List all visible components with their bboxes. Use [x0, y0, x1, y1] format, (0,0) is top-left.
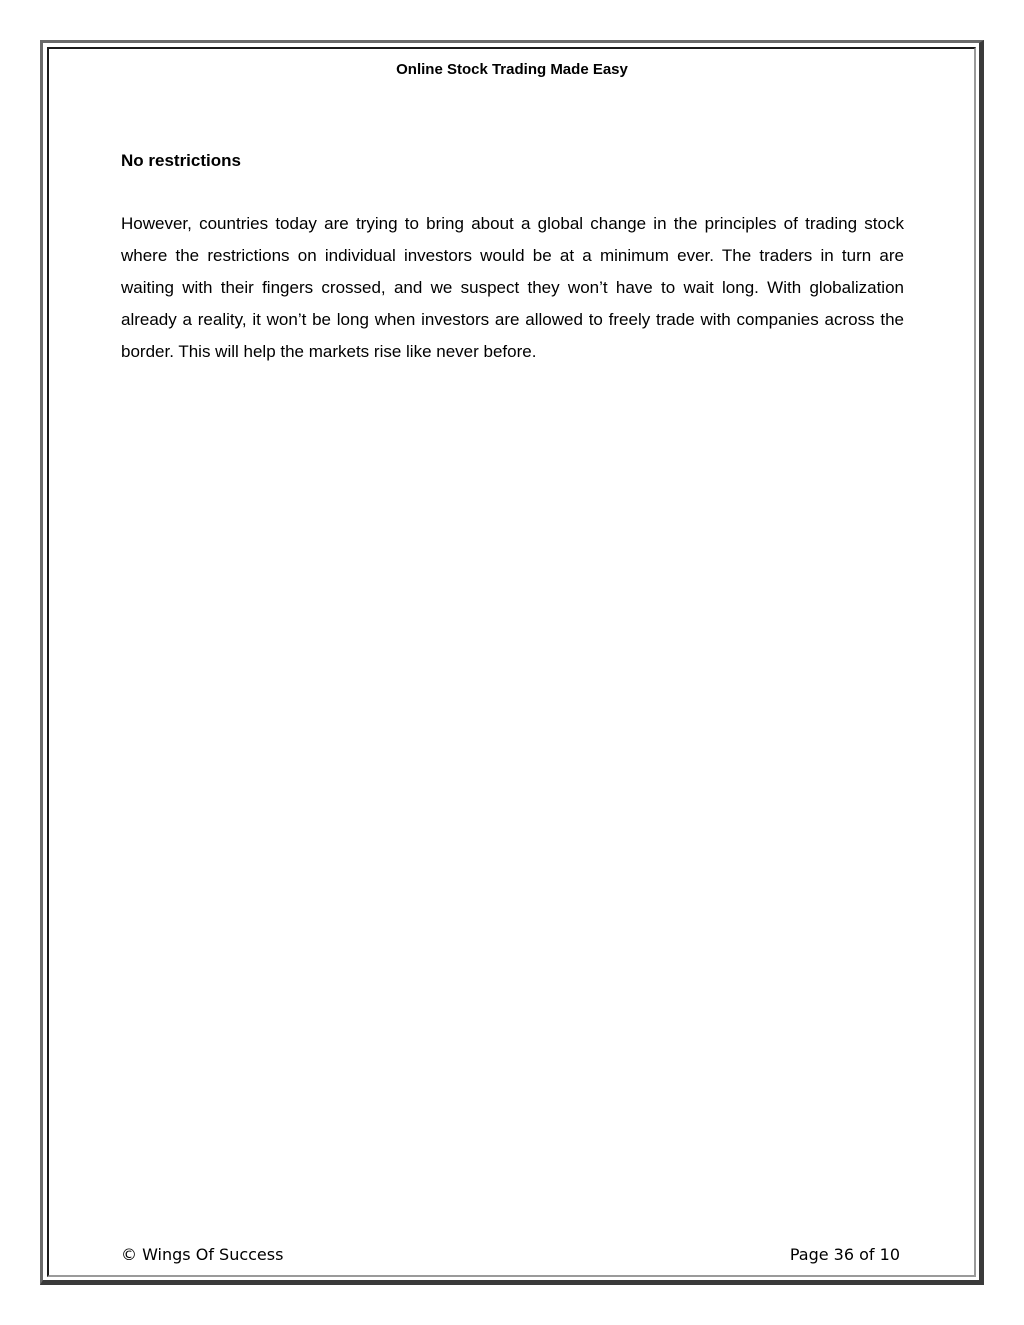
footer-page-number: Page 36 of 10 [789, 1245, 900, 1264]
running-header-title: Online Stock Trading Made Easy [396, 61, 628, 78]
section-heading: No restrictions [121, 151, 241, 170]
footer-copyright: © Wings Of Success [121, 1245, 284, 1264]
body-paragraph: However, countries today are trying to bring about a global change in the principles of trading stock where the restrictions on individual investors would be at a minimum ever. The traders in turn are waiting with their fingers crossed, and we suspect they won’t have to wait long. With globalization already a reality, it won’t be long when investors are allowed to freely trade with companies across the border. This will help the markets rise like never before. [121, 214, 904, 361]
